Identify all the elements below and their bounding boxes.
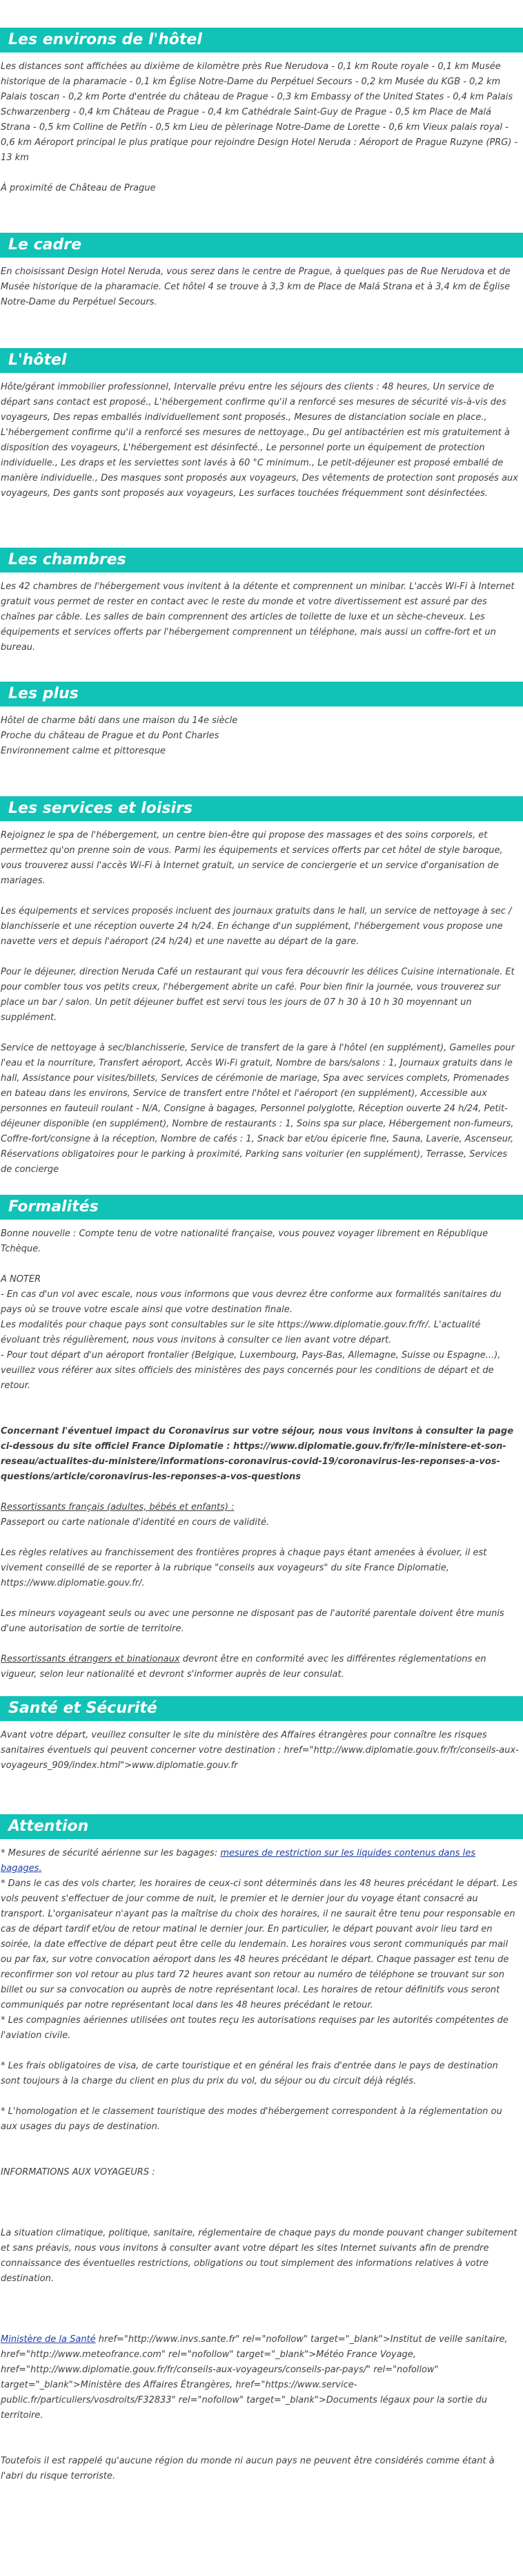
formalites-docs-label: Ressortissants français (adultes, bébés et enfants) : <box>1 1502 235 1512</box>
section-chambres <box>0 548 523 655</box>
section-sante <box>0 1696 523 1774</box>
environs-proximity-note: À proximité de Château de Prague <box>1 183 156 193</box>
attention-situation-text: La situation climatique, politique, sanitaire, réglementaire de chaque pays du monde pouvant changer subitement et sans préavis, nous vous invitons à consulter avant votre départ les sites Internet suivants afin de prendre connaissance des éventuelles restrictions, obligations ou tout simplement des informations relatives à votre destination. <box>1 2228 517 2284</box>
cadre-text: En choisissant Design Hotel Neruda, vous serez dans le centre de Prague, à quelques pas de Rue Nerudova et de Musée historique de la pharamacie. Cet hôtel 4 se trouve à 3,3 km de Place de Malá Strana et à 3,4 km de Église Notre-Dame du Perpétuel Secours. <box>1 267 511 307</box>
health-ministry-link[interactable]: Ministère de la Santé <box>1 2334 96 2345</box>
formalites-foreign-rest: devront être en conformité avec les différentes réglementations en vigueur, selon leur nationalité et devront s'informer auprès de leur consulat. <box>1 1654 486 1680</box>
section-title-hotel: L'hôtel <box>0 348 523 373</box>
plus-item: Hôtel de charme bâti dans une maison du 14e siècle <box>1 715 238 726</box>
formalites-intro: Bonne nouvelle : Compte tenu de votre nationalité française, vous pouvez voyager librement en République Tchèque. <box>1 1229 489 1254</box>
services-paragraph: Les équipements et services proposés incluent des journaux gratuits dans le hall, un service de nettoyage à sec / blanchisserie et une réception ouverte 24 h/24. En échange d'un supplément, l'hébergement vous propose une navette vers et depuis l'aéroport (24 h/24) et une navette au départ de la gare. <box>1 906 512 947</box>
attention-links-text <box>1 2332 519 2423</box>
formalites-foreign-text <box>1 1652 519 1682</box>
section-title-cadre: Le cadre <box>0 233 523 258</box>
chambres-text: Les 42 chambres de l'hébergement vous invitent à la détente et comprennent un minibar. L'accès Wi-Fi à Internet gratuit vous permet de rester en contact avec le reste du monde et votre divertissement est assuré par des chaînes par câble. Les salles de bain comprennent des articles de toilette de luxe et un sèche-cheveux. Les équipements et services offerts par l'hébergement comprennent un téléphone, mais aussi un coffre-fort et un bureau. <box>1 581 515 653</box>
section-title-attention: Attention <box>0 1814 523 1839</box>
section-title-chambres: Les chambres <box>0 548 523 573</box>
attention-info-label: INFORMATIONS AUX VOYAGEURS : <box>1 2167 155 2178</box>
formalites-covid-notice: Concernant l'éventuel impact du Coronavirus sur votre séjour, nous vous invitons à consulter la page ci-dessous du site officiel France Diplomatie : https://www.diplomatie.gouv.fr/fr/le-ministere-et-son-reseau/actualites-du-ministere/informations-coronavirus-covid-19/coronavirus-les-reponses-a-vos-questions/article/coronavirus-les-reponses-a-vos-questions <box>1 1426 514 1482</box>
attention-visa-text: * Les frais obligatoires de visa, de carte touristique et en général les frais d'entrée dans le pays de destination sont toujours à la charge du client en plus du prix du vol, du séjour ou du circuit déjà réglés. <box>1 2061 498 2086</box>
liquids-restriction-link[interactable]: mesures de restriction sur les liquides contenus dans les bagages. <box>1 1848 476 1874</box>
section-services <box>0 796 523 1178</box>
section-environs <box>0 28 523 196</box>
attention-baggage-rule <box>1 1846 519 1876</box>
services-amenities-list: Service de nettoyage à sec/blanchisserie, Service de transfert de la gare à l'hôtel (en supplément), Gamelles pour l'eau et la nourriture, Transfert aéroport, Accès Wi-Fi gratuit, Nombre de bars/salons : 1, Journaux gratuits dans le hall, Assistance pour visites/billets, Services de cérémonie de mariage, Spa avec services complets, Promenades en bateau dans les environs, Service de transfert entre l'hôtel et l'aéroport (en supplément), Accessible aux personnes en fauteuil roulant - N/A, Consigne à bagages, Personnel polyglotte, Réception ouverte 24 h/24, Petit-déjeuner disponible (en supplément), Nombre de restaurants : 1, Soins spa sur place, Hébergement non-fumeurs, Coffre-fort/consigne à la réception, Nombre de cafés : 1, Snack bar et/ou épicerie fine, Sauna, Laverie, Ascenseur, Réservations obligatoires pour le parking à proximité, Parking sans voiturier (en supplément), Terrasse, Services de concierge <box>1 1043 515 1175</box>
section-hotel <box>0 348 523 501</box>
section-cadre <box>0 233 523 310</box>
section-title-environs: Les environs de l'hôtel <box>0 28 523 52</box>
section-attention <box>0 1814 523 2484</box>
section-title-services: Les services et loisirs <box>0 796 523 821</box>
attention-baggage-prefix: * Mesures de sécurité aérienne sur les bagages: <box>1 1848 221 1858</box>
section-formalites <box>0 1195 523 1682</box>
sante-text: Avant votre départ, veuillez consulter le site du ministère des Affaires étrangères pour connaître les risques sanitaires éventuels qui peuvent concerner votre destination : href="http://www.diplomatie.gouv.fr/fr/conseils-aux-voyageurs_909/index.html">www.diplomatie.gouv.fr <box>1 1730 519 1771</box>
attention-charter-text: * Dans le cas des vols charter, les horaires de ceux-ci sont déterminés dans les 48 heures précédant le départ. Les vols peuvent s'effectuer de jour comme de nuit, le premier et le dernier jour du voyage étant consacré au transport. L'organisateur n'ayant pas la maîtrise du choix des horaires, il ne saurait être tenu pour responsable en cas de départ tardif et/ou de retour matinal le dernier jour. En particulier, le départ pouvant avoir lieu tard en soirée, la date effective de départ peut être celle du lendemain. Les horaires vous seront communiqués par mail ou par fax, sur votre convocation aéroport dans les 48 heures précédant le départ. Chaque passager est tenu de reconfirmer son vol retour au plus tard 72 heures avant son retour au numéro de téléphone se trouvant sur son billet ou sur sa convocation ou auprès de notre représentant local. Les horaires de retour définitifs vous seront communiqués par notre représentant local dans les 48 heures précédant le retour. <box>1 1878 517 2010</box>
services-paragraph: Pour le déjeuner, direction Neruda Café un restaurant qui vous fera découvrir les délices Cuisine internationale. Et pour combler tous vos petits creux, l'hébergement abrite un café. Pour bien finir la journée, vous trouverez sur place un bar / salon. Un petit déjeuner buffet est servi tous les jours de 07 h 30 à 10 h 30 moyennant un supplément. <box>1 967 515 1023</box>
formalites-notice-line: - En cas d'un vol avec escale, nous vous informons que vous devrez être conforme aux formalités sanitaires du pays où se trouve votre escale ainsi que votre destination finale. <box>1 1289 502 1315</box>
plus-item: Environnement calme et pittoresque <box>1 746 166 756</box>
services-paragraph: Rejoignez le spa de l'hébergement, un centre bien-être qui propose des massages et des soins corporels, et permettez qu'on prenne soin de vous. Parmi les équipements et services offerts par cet hôtel de style baroque, vous trouverez aussi l'accès Wi-Fi à Internet gratuit, un service de conciergerie et un service d'organisation de mariages. <box>1 830 503 886</box>
attention-terrorism-text: Toutefois il est rappelé qu'aucune région du monde ni aucun pays ne peuvent être considérés comme étant à l'abri du risque terroriste. <box>1 2456 495 2481</box>
environs-distances-text: Les distances sont affichées au dixième de kilomètre près Rue Nerudova - 0,1 km Route royale - 0,1 km Musée historique de la pharamacie - 0,1 km Église Notre-Dame du Perpétuel Secours - 0,2 km Musée du KGB - 0,2 km Palais toscan - 0,2 km Porte d'entrée du château de Prague - 0,3 km Embassy of the United States - 0,4 km Palais Schwarzenberg - 0,4 km Château de Prague - 0,4 km Cathédrale Saint-Guy de Prague - 0,5 km Place de Malá Strana - 0,5 km Colline de Petřín - 0,5 km Lieu de pèlerinage Notre-Dame de Lorette - 0,6 km Vieux palais royal - 0,6 km Aéroport principal le plus pratique pour rejoindre Design Hotel Neruda : Aéroport de Prague Ruzyne (PRG) - 13 km <box>1 61 518 163</box>
formalites-minors-text: Les mineurs voyageant seuls ou avec une personne ne disposant pas de l'autorité parentale doivent être munis d'une autorisation de sortie de territoire. <box>1 1608 504 1634</box>
section-plus <box>0 682 523 759</box>
attention-classification-text: * L'homologation et le classement touristique des modes d'hébergement correspondent à la réglementation ou aux usages du pays de destination. <box>1 2106 502 2132</box>
formalites-notice-line: Les modalités pour chaque pays sont consultables sur le site https://www.diplomatie.gouv.fr/fr/. L'actualité évoluant très régulièrement, nous vous invitons à consulter ce lien avant votre départ. <box>1 1320 481 1345</box>
formalites-borders-text: Les règles relatives au franchissement des frontières propres à chaque pays étant amenées à évoluer, il est vivement conseillé de se reporter à la rubrique "conseils aux voyageurs" du site France Diplomatie, https://www.diplomatie.gouv.fr/. <box>1 1548 487 1588</box>
formalites-docs-text: Passeport ou carte nationale d'identité en cours de validité. <box>1 1517 270 1528</box>
attention-links-rest: href="http://www.invs.sante.fr" rel="nofollow" target="_blank">Institut de veille sanitaire, href="http://www.meteofrance.com" rel="nofollow" target="_blank">Météo France Voyage, href="http://www.diplomatie.gouv.fr/fr/conseils-aux-voyageurs/conseils-par-pays/" rel="nofollow" target="_blank">Ministère des Affaires Étrangères, href="https://www.service-public.fr/particuliers/vosdroits/F32833" rel="nofollow" target="_blank">Documents légaux pour la sortie du territoire. <box>1 2334 508 2421</box>
formalites-notice-label: A NOTER <box>1 1274 41 1285</box>
hotel-text: Hôte/gérant immobilier professionnel, Intervalle prévu entre les séjours des clients : 48 heures, Un service de départ sans contact est proposé., L'hébergement confirme qu'il a renforcé ses mesures de sécurité vis-à-vis des voyageurs, Des repas emballés individuellement sont proposés., Mesures de distanciation sociale en place., L'hébergement confirme qu'il a renforcé ses mesures de nettoyage., Du gel antibactérien est mis gratuitement à disposition des voyageurs, L'hébergement est désinfecté., Le personnel porte un équipement de protection individuelle., Les draps et les serviettes sont lavés à 60 °C minimum., Le petit-déjeuner est proposé emballé de manière individuelle., Des masques sont proposés aux voyageurs, Des vêtements de protection sont proposés aux voyageurs, Des gants sont proposés aux voyageurs, Les surfaces touchées fréquemment sont désinfectées. <box>1 382 518 499</box>
formalites-notice-line: - Pour tout départ d'un aéroport frontalier (Belgique, Luxembourg, Pays-Bas, Allemagne, Suisse ou Espagne...), veuillez vous référer aux sites officiels des ministères des pays concernés pour les conditions de départ et de retour. <box>1 1350 501 1391</box>
section-title-formalites: Formalités <box>0 1195 523 1220</box>
section-title-sante: Santé et Sécurité <box>0 1696 523 1721</box>
attention-airlines-text: * Les compagnies aériennes utilisées ont toutes reçu les autorisations requises par les autorités compétentes de l'aviation civile. <box>1 2015 509 2041</box>
plus-item: Proche du château de Prague et du Pont Charles <box>1 731 219 741</box>
formalites-foreign-label: Ressortissants étrangers et binationaux <box>1 1654 180 1664</box>
section-title-plus: Les plus <box>0 682 523 707</box>
